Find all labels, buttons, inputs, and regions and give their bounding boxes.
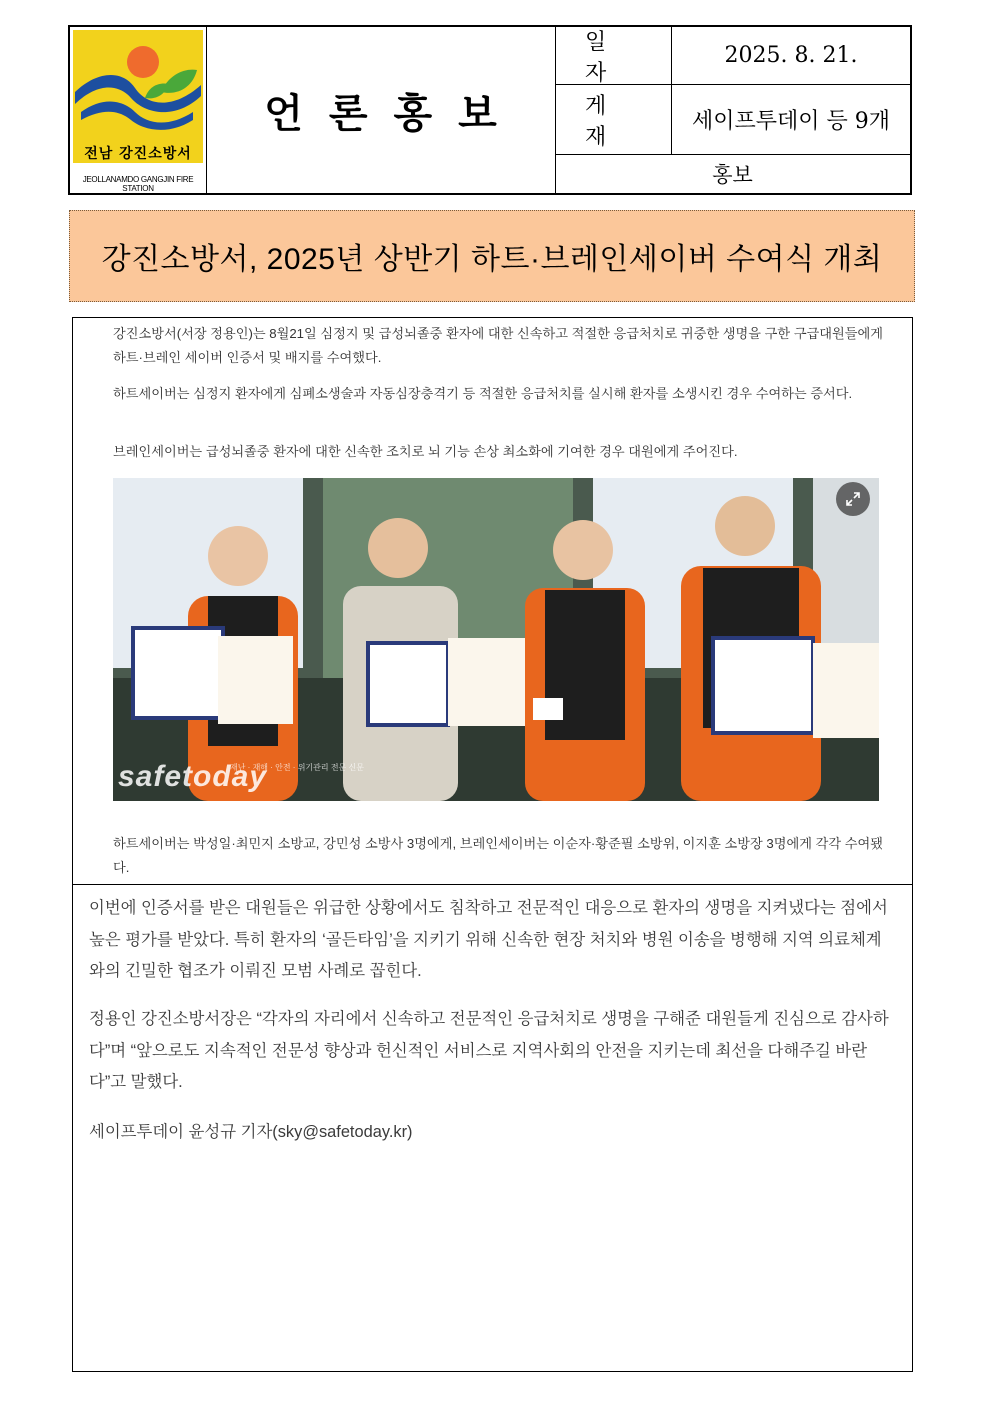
section-label: 홍보 bbox=[712, 163, 753, 187]
headline-banner bbox=[69, 210, 915, 302]
date-label: 일자 bbox=[555, 27, 672, 85]
article-paragraph-brainsaver: 브레인세이버는 급성뇌졸중 환자에 대한 신속한 조치로 뇌 기능 손상 최소화에 기여한 경우 대원에게 주어진다. bbox=[113, 444, 738, 459]
article-paragraph-heartsaver: 하트세이버는 심정지 환자에게 심폐소생술과 자동심장충격기 등 적절한 응급처치를 실시해 환자를 소생시킨 경우 수여하는 증서다. bbox=[113, 386, 853, 401]
logo-cell bbox=[70, 27, 207, 193]
article-byline: 세이프투데이 윤성규 기자(sky@safetoday.kr) bbox=[89, 1123, 413, 1141]
award-ceremony-photo bbox=[113, 478, 879, 801]
page-title: 언론홍보 bbox=[264, 89, 523, 137]
headline: 강진소방서, 2025년 상반기 하트·브레인세이버 수여식 개최 bbox=[101, 243, 883, 276]
expand-image-button[interactable] bbox=[836, 482, 870, 516]
expand-icon bbox=[845, 491, 861, 507]
logo-emblem-icon bbox=[73, 30, 203, 140]
logo-org-name-en: JEOLLANAMDO GANGJIN FIRE STATION bbox=[82, 175, 194, 193]
ceremony-photo-illustration bbox=[113, 478, 879, 801]
photo-watermark: safetoday bbox=[118, 760, 268, 793]
article-paragraph-intro: 강진소방서(서장 정용인)는 8월21일 심정지 및 급성뇌졸중 환자에 대한 신속하고 적절한 응급처치로 귀중한 생명을 구한 구급대원들에게 하트·브레인 세이버 인증서 및 배지를 수여했다. bbox=[113, 326, 883, 365]
date-value: 2025. 8. 21. bbox=[672, 27, 910, 85]
article-paragraph-quote: 정용인 강진소방서장은 “각자의 자리에서 신속하고 전문적인 응급처치로 생명을 구해준 대원들게 진심으로 감사하다”며 “앞으로도 지속적인 전문성 향상과 헌신적인 서비스로 지역사회의 안전을 지키는데 최선을 다해주길 바란다”고 말했다. bbox=[89, 1010, 889, 1091]
article-paragraph-evaluation: 이번에 인증서를 받은 대원들은 위급한 상황에서도 침착하고 전문적인 대응으로 환자의 생명을 지켜냈다는 점에서 높은 평가를 받았다. 특히 환자의 ‘골든타임’을 지키기 위해 신속한 현장 처치와 병원 이송을 병행해 지역 의료체계와의 긴밀한 협조가 이뤄진 모범 사례로 꼽힌다. bbox=[89, 899, 888, 980]
press-header-table bbox=[68, 25, 912, 195]
photo-caption: 하트세이버는 박성일·최민지 소방교, 강민성 소방사 3명에게, 브레인세이버는 이순자·황준필 소방위, 이지훈 소방장 3명에게 각각 수여됐다. bbox=[113, 836, 883, 875]
frame-divider bbox=[72, 884, 913, 885]
publication-label: 게재 bbox=[555, 85, 672, 155]
page-title-cell bbox=[206, 27, 556, 193]
photo-watermark-sub: 재난 · 재해 · 안전 · 위기관리 전문 신문 bbox=[230, 763, 364, 772]
publication-value: 세이프투데이 등 9개 bbox=[672, 85, 910, 155]
logo-org-name: 전남 강진소방서 bbox=[84, 146, 192, 162]
